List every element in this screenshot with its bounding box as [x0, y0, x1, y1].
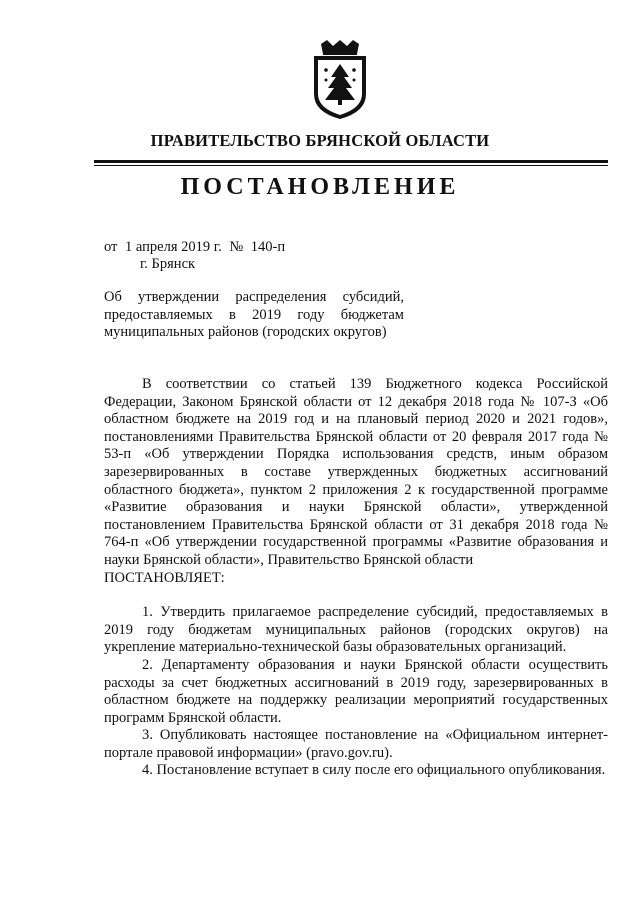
document-subject — [104, 289, 404, 342]
number-sign: № — [229, 239, 244, 255]
document-number: 140-п — [250, 239, 286, 255]
document-body — [104, 376, 608, 780]
bryansk-coat-of-arms-icon — [311, 40, 369, 120]
date-number-line — [104, 239, 285, 256]
subject-line: Об утверждении распределения субсидий, — [104, 289, 404, 305]
resolution-item: 3. Опубликовать настоящее постановление на «Официальном интернет-портале правовой информации» (pravo.gov.ru). — [104, 727, 608, 761]
resolution-item: 4. Постановление вступает в силу после его официального опубликования. — [142, 762, 606, 779]
subject-line: муниципальных районов (городских округов) — [104, 324, 387, 341]
document-type-title: ПОСТАНОВЛЕНИЕ — [180, 174, 460, 200]
resolution-item: 1. Утвердить прилагаемое распределение субсидий, предоставляемых в 2019 году бюджетам муниципальных районов (городских округов) на укрепление материально-технической базы образовательных организаций. — [104, 604, 608, 656]
document-date: 1 апреля 2019 г. — [125, 239, 222, 255]
subject-line: предоставляемых в 2019 году бюджетам — [104, 306, 404, 323]
resolution-item: 2. Департаменту образования и науки Брянской области осуществить расходы за счет бюджетных ассигнований в 2019 году, зарезервированных в областном бюджете на поддержку реализации мероприятий государственных программ Брянской области. — [104, 656, 608, 726]
organization-title: ПРАВИТЕЛЬСТВО БРЯНСКОЙ ОБЛАСТИ — [150, 131, 490, 150]
document-city: г. Брянск — [140, 256, 196, 272]
preamble-paragraph: В соответствии со статьей 139 Бюджетного кодекса Российской Федерации, Законом Брянской области от 12 декабря 2018 года № 107-З «Об областном бюджете на 2019 год и на плановый период 2020 и 2021 годов», постановлениями Правительства Брянской области от 20 февраля 2017 года № 53-п «Об утверждении Порядка использования средств, иным образом зарезервированных в составе утвержденных бюджетных ассигнований областного бюджета», пунктом 2 приложения 2 к государственной программе «Развитие образования и науки Брянской области», утвержденной постановлением Правительства Брянской области от 31 декабря 2018 года № 764-п «Об утверждении государственной программы «Развитие образования и науки Брянской области», Правительство Брянской области — [104, 376, 608, 568]
header-divider-thick — [94, 160, 608, 163]
date-prefix: от — [104, 239, 118, 255]
resolve-keyword: ПОСТАНОВЛЯЕТ: — [104, 569, 225, 586]
header-divider-thin — [94, 165, 608, 166]
